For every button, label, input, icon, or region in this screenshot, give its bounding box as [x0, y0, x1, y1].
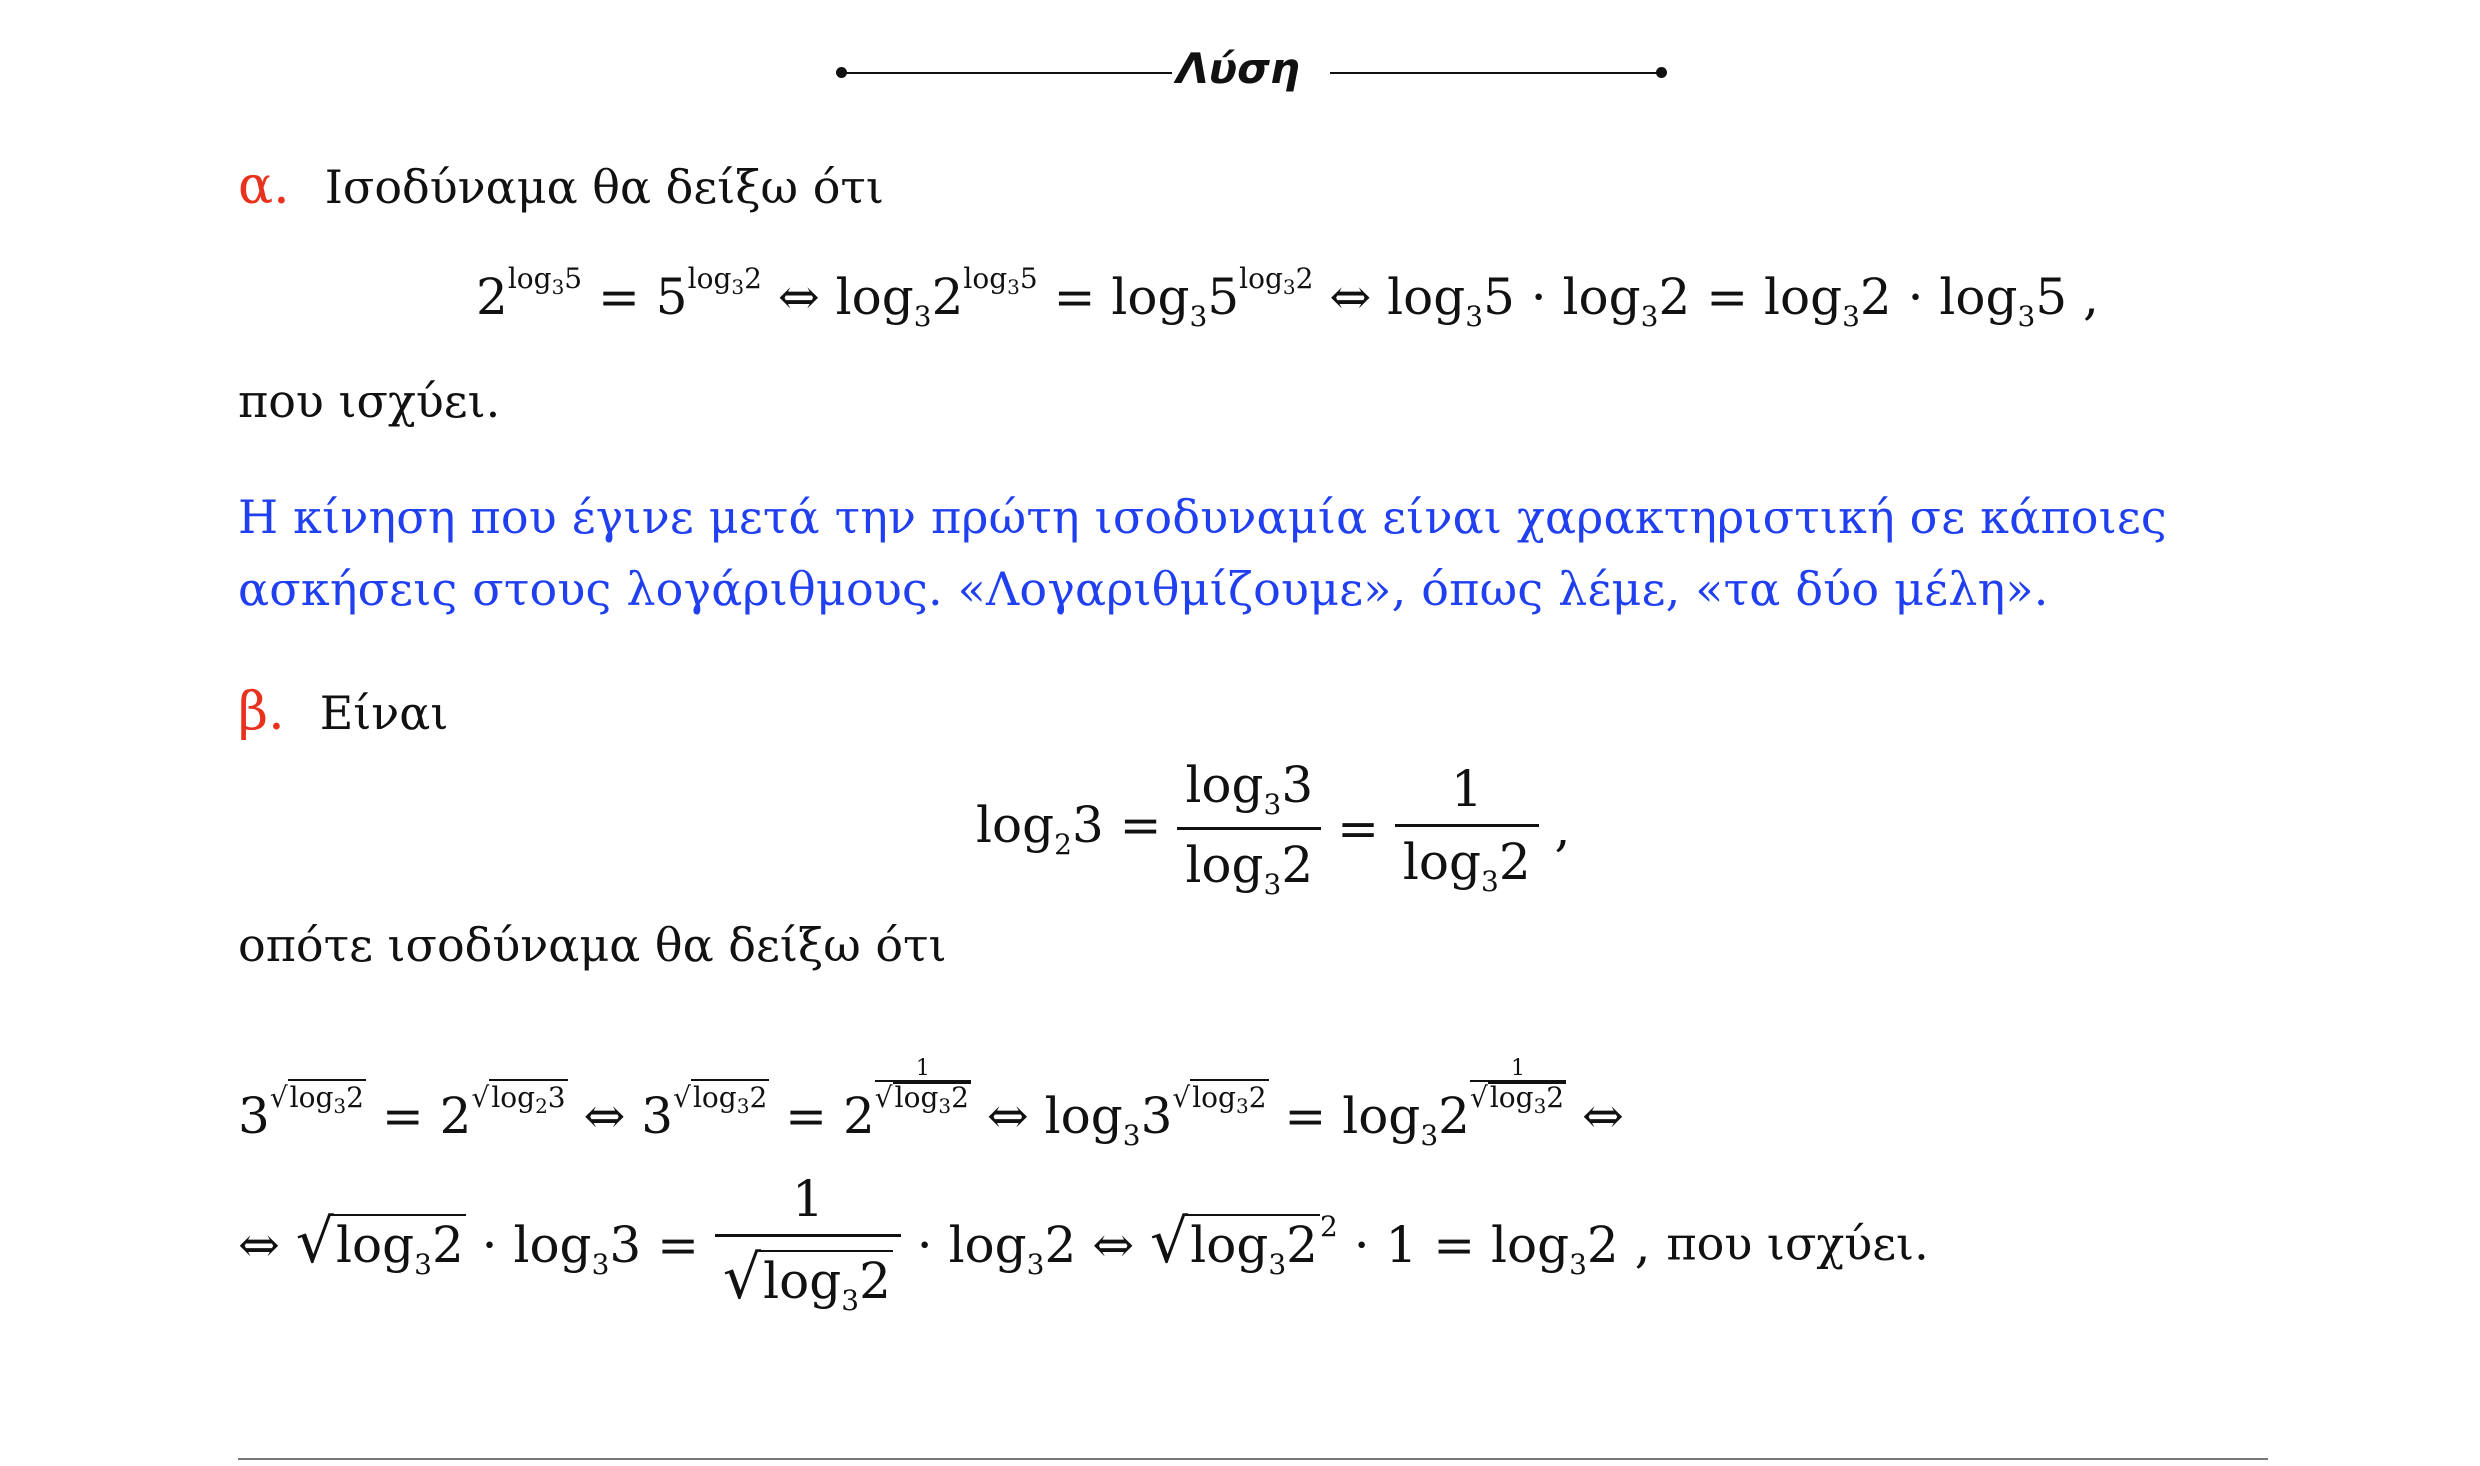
part-a-intro: Ισοδύναμα θα δείξω ότι: [324, 160, 884, 214]
part-b-heading: [238, 682, 448, 742]
solution-title: Λύση: [1176, 44, 1300, 93]
header-right-dot: [1656, 67, 1667, 78]
part-b-label: β.: [238, 682, 285, 742]
part-b-equation-3: ⇔ $√\log_32 \cdot \log_33$ = $\frac{1}{√\log_32}$ · $\log_32$ ⇔ $√\log_32^2 \cdot 1 = \log_32$ , που ισχύει.: [238, 1170, 1929, 1317]
header-right-rule: [1330, 72, 1660, 74]
fraction-1-over-sqrt-log3-2: $\frac{1}{√\log_32}$: [715, 1170, 901, 1317]
part-b-equation-2: $3^{√log_32} = 2^{√log_23}$ ⇔ $3^{√log_32} = 2$ $^{1 √log_32}$ ⇔ $\log_33^{√log_32} = \log_32$ $^{1 √log_32}$ ⇔: [238, 1056, 1624, 1152]
note-line-2: ασκήσεις στους λογάριθμους. «Λογαριθμίζουμε», όπως λέμε, «τα δύο μέλη».: [238, 562, 2049, 616]
part-b-conclusion: που ισχύει.: [1666, 1216, 1929, 1271]
footer-rule: [238, 1458, 2268, 1460]
fraction-log3-3-over-log3-2: $\frac{\log_33}{\log_32}$: [1177, 756, 1321, 901]
note-line-1: Η κίνηση που έγινε μετά την πρώτη ισοδυναμία είναι χαρακτηριστική σε κάποιες: [238, 490, 2167, 544]
part-a-label: α.: [238, 156, 290, 216]
header-left-rule: [842, 72, 1172, 74]
part-a-equation: $2^{log_35} = 5^{log_32}$ ⇔ $\log_32^{log_35} = \log_35^{log_32}$ ⇔ $\log_35 \cdot \log_32 = \log_32 \cdot \log_35$ ,: [476, 262, 2099, 333]
fraction-1-over-log3-2: $\frac{1}{\log_32}$: [1395, 760, 1539, 898]
part-a-conclusion: που ισχύει.: [238, 374, 501, 428]
part-a-heading: [238, 156, 884, 216]
part-b-equation-1: $\log_23$ = $\frac{\log_33}{\log_32}$ = $\frac{1}{\log_32}$ ,: [976, 756, 1571, 901]
part-b-intro: Είναι: [319, 686, 449, 740]
part-b-middle-text: οπότε ισοδύναμα θα δείξω ότι: [238, 918, 947, 972]
